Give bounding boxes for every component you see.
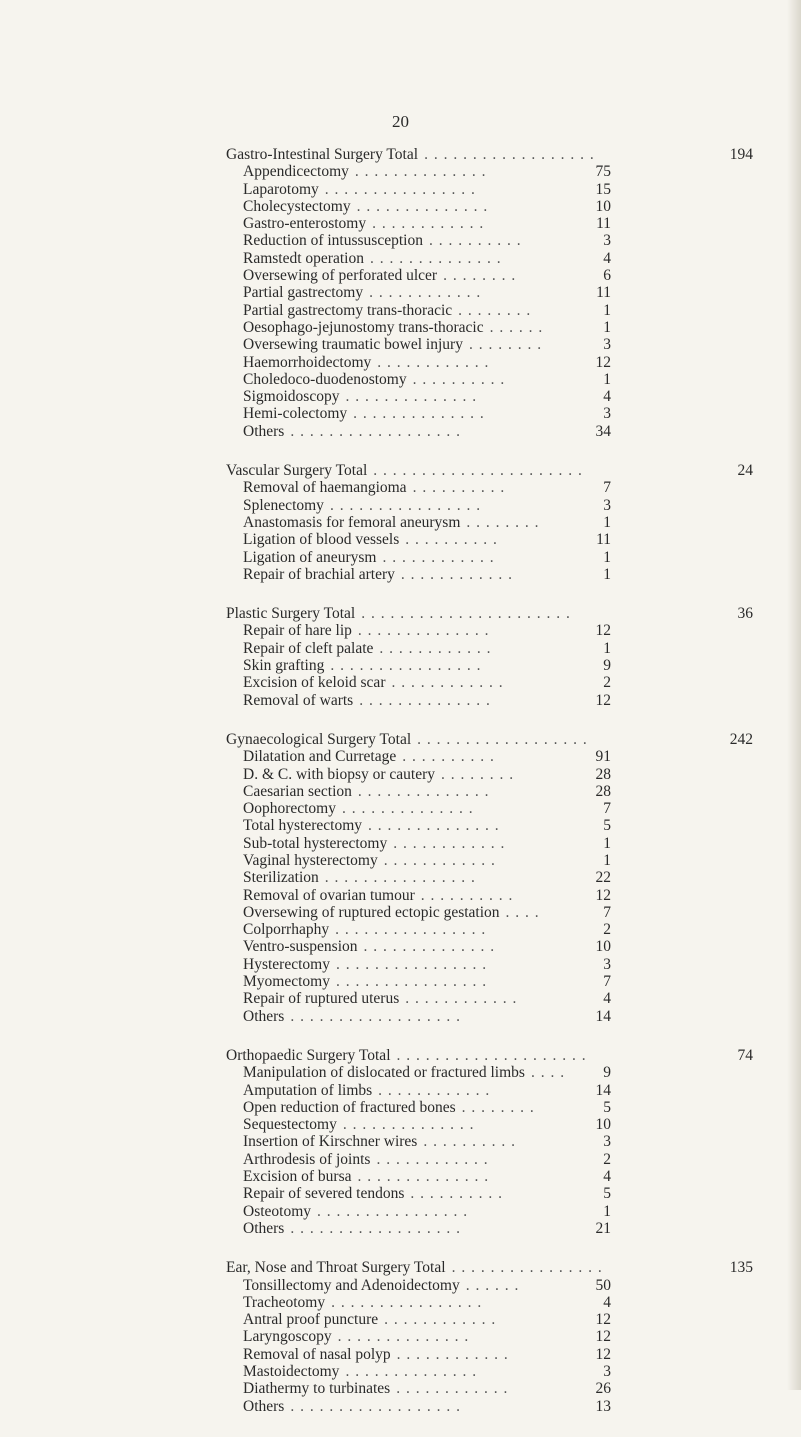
- section: [0, 462, 801, 583]
- section-total: 74: [737, 1046, 753, 1064]
- section-total: 194: [729, 146, 753, 163]
- operation-name: Laryngoscopy: [243, 1328, 332, 1346]
- table-row: [0, 267, 801, 284]
- operation-count: 12: [595, 691, 611, 709]
- table-row: [0, 284, 801, 301]
- table-row: [0, 817, 801, 834]
- operation-count: 10: [595, 197, 611, 215]
- dot-leader: . . . . . . . . . . . . . .: [357, 782, 490, 800]
- dot-leader: . . . . . . . . . . . . . . . .: [331, 1293, 483, 1311]
- table-row: [0, 1380, 801, 1397]
- table-row: [0, 904, 801, 921]
- table-row: [0, 371, 801, 388]
- table-row: [0, 566, 801, 583]
- dot-leader: . . . . . . . . . . . . . .: [353, 405, 485, 423]
- table-row: [0, 657, 801, 674]
- operation-name: Hysterectomy: [243, 955, 330, 973]
- operation-name: Oversewing of perforated ulcer: [243, 267, 438, 285]
- dot-leader: . . . . . . . .: [443, 267, 517, 285]
- dot-leader: . . . . . . . . . . . .: [379, 639, 492, 657]
- table-row: [0, 1363, 801, 1380]
- dot-leader: . . . . . . . . . . . . . . . .: [324, 180, 476, 198]
- table-row: [0, 1168, 801, 1185]
- dot-leader: . . . .: [530, 1064, 566, 1082]
- table-row: [0, 497, 801, 514]
- operation-name: Removal of nasal polyp: [243, 1345, 391, 1363]
- dot-leader: . . . . . . . . . . . . . .: [337, 1328, 470, 1346]
- operation-name: Partial gastrectomy: [243, 284, 364, 302]
- table-row: [0, 198, 801, 215]
- table-row: [0, 990, 801, 1007]
- operation-name: Oversewing traumatic bowel injury: [243, 336, 463, 354]
- table-row: [0, 766, 801, 783]
- operation-name: Gastro-enterostomy: [243, 215, 367, 233]
- operation-count: 1: [603, 565, 611, 583]
- dot-leader: . . . . . . . . . . . .: [391, 674, 504, 692]
- operation-count: 1: [603, 370, 611, 388]
- table-row: [0, 869, 801, 886]
- operation-name: Cholecystectomy: [243, 197, 351, 215]
- operation-name: Antral proof puncture: [243, 1311, 379, 1329]
- table-row: [0, 835, 801, 852]
- operation-count: 5: [603, 817, 611, 835]
- dot-leader: . . . . . . . . . . . . . .: [341, 800, 474, 818]
- dot-leader: . . . . . . . . . . . . . . . . . .: [417, 730, 588, 748]
- dot-leader: . . . . . . . . . . . . . .: [342, 1116, 475, 1134]
- dot-leader: . . . . . . . . . . . .: [377, 353, 490, 371]
- operation-count: 4: [603, 990, 611, 1008]
- operation-name: Arthrodesis of joints: [243, 1150, 371, 1168]
- table-row: [0, 692, 801, 709]
- operation-name: Sequestectomy: [243, 1116, 337, 1134]
- section-heading-row: [0, 462, 801, 479]
- dot-leader: . . . . . . . . . . . . . .: [357, 622, 490, 640]
- operation-name: Osteotomy: [243, 1202, 312, 1220]
- table-row: [0, 1116, 801, 1133]
- operation-count: 10: [595, 1116, 611, 1134]
- operations-list: [0, 146, 801, 1437]
- table-row: [0, 1203, 801, 1220]
- table-row: [0, 1346, 801, 1363]
- operation-count: 6: [603, 267, 611, 285]
- dot-leader: . . . . . . . . . . . .: [376, 1150, 489, 1168]
- operation-count: 7: [603, 903, 611, 921]
- dot-leader: . . . . . . . . . . . . . . . . . .: [290, 1397, 461, 1415]
- page-edge-shadow: [787, 0, 801, 1390]
- operation-name: Repair of ruptured uterus: [243, 990, 400, 1008]
- operation-name: Colporrhaphy: [243, 921, 330, 939]
- operation-count: 5: [603, 1098, 611, 1116]
- operation-count: 22: [595, 869, 611, 887]
- operation-count: 12: [595, 622, 611, 640]
- section-heading-row: [0, 146, 801, 163]
- dot-leader: . . . . . . . . . . . .: [382, 548, 495, 566]
- operation-name: Ligation of aneurysm: [243, 548, 377, 566]
- dot-leader: . . . . . . . . . . . . . . . . . . . . . .: [361, 605, 571, 623]
- operation-count: 12: [595, 886, 611, 904]
- operation-name: Excision of keloid scar: [243, 674, 386, 692]
- dot-leader: . . . . . . . . . . . . . . . . . . . .: [396, 1046, 587, 1064]
- operation-count: 1: [603, 318, 611, 336]
- dot-leader: . . . . . . . . . . . . . . . .: [335, 973, 488, 991]
- dot-leader: . . . . . . . . . .: [402, 748, 495, 766]
- dot-leader: . . . . . . . .: [468, 336, 543, 354]
- dot-leader: . . . . . .: [489, 318, 544, 336]
- dot-leader: . . . . . . . . . .: [410, 1185, 504, 1203]
- table-row: [0, 921, 801, 938]
- section: [0, 146, 801, 440]
- operation-count: 7: [603, 479, 611, 497]
- section-heading-row: [0, 605, 801, 622]
- dot-leader: . . . . . . . . . .: [420, 886, 514, 904]
- operation-name: Oophorectomy: [243, 800, 336, 818]
- dot-leader: . . . . . . . . . . . .: [393, 834, 506, 852]
- dot-leader: . . . . . . . . . . . . . . . . . .: [290, 1007, 461, 1025]
- operation-count: 2: [603, 674, 611, 692]
- table-row: [0, 887, 801, 904]
- operation-name: Repair of brachial artery: [243, 565, 395, 583]
- operation-count: 2: [603, 921, 611, 939]
- operation-name: Others: [243, 1219, 285, 1237]
- operation-count: 12: [595, 1328, 611, 1346]
- table-row: [0, 354, 801, 371]
- operation-name: Myomectomy: [243, 973, 330, 991]
- operation-count: 3: [603, 405, 611, 423]
- operation-name: Removal of haemangioma: [243, 479, 407, 497]
- operation-name: Vaginal hysterectomy: [243, 851, 378, 869]
- operation-name: Excision of bursa: [243, 1168, 352, 1186]
- operation-name: Sigmoidoscopy: [243, 388, 340, 406]
- table-row: [0, 1008, 801, 1025]
- table-row: [0, 1311, 801, 1328]
- operation-count: 9: [603, 1064, 611, 1082]
- table-row: [0, 956, 801, 973]
- operation-count: 1: [603, 513, 611, 531]
- dot-leader: . . . . . . . . . . . . . .: [356, 197, 489, 215]
- table-row: [0, 1082, 801, 1099]
- operation-count: 12: [595, 353, 611, 371]
- operation-count: 9: [603, 657, 611, 675]
- operation-count: 11: [596, 215, 611, 233]
- dot-leader: . . . . . . . . . . . . . .: [357, 1168, 490, 1186]
- dot-leader: . . . . . . . . . . . . . .: [369, 249, 502, 267]
- operation-name: Sterilization: [243, 869, 319, 887]
- operation-count: 11: [596, 284, 611, 302]
- section-title: Plastic Surgery Total: [226, 605, 356, 623]
- dot-leader: . . . . . . . .: [466, 513, 540, 531]
- operation-name: Open reduction of fractured bones: [243, 1098, 456, 1116]
- table-row: [0, 1064, 801, 1081]
- operation-count: 75: [595, 163, 611, 181]
- section-total: 36: [737, 605, 753, 623]
- operation-name: Others: [243, 1007, 285, 1025]
- operation-count: 1: [603, 1202, 611, 1220]
- dot-leader: . . . . . . . . . . . . . . . .: [335, 921, 487, 939]
- operation-name: Caesarian section: [243, 782, 352, 800]
- operation-count: 3: [603, 232, 611, 250]
- operation-count: 12: [595, 1345, 611, 1363]
- operation-name: Total hysterectomy: [243, 817, 363, 835]
- operation-name: Diathermy to turbinates: [243, 1380, 391, 1398]
- table-row: [0, 250, 801, 267]
- table-row: [0, 388, 801, 405]
- table-row: [0, 1133, 801, 1150]
- dot-leader: . . . . . . . . . . . .: [405, 990, 518, 1008]
- operation-name: Tracheotomy: [243, 1293, 326, 1311]
- dot-leader: . . . . . . . . . . . . . .: [345, 1363, 478, 1380]
- operation-count: 13: [595, 1397, 611, 1415]
- dot-leader: . . . . . . . .: [441, 765, 515, 783]
- table-row: [0, 232, 801, 249]
- table-row: [0, 531, 801, 548]
- dot-leader: . . . . . . . . . . . . . . . .: [329, 496, 482, 514]
- operation-count: 4: [603, 249, 611, 267]
- operation-count: 34: [595, 422, 611, 440]
- section-title: Gynaecological Surgery Total: [226, 730, 412, 748]
- section-title: Ear, Nose and Throat Surgery Total: [226, 1259, 446, 1277]
- table-row: [0, 514, 801, 531]
- operation-name: Oversewing of ruptured ectopic gestation: [243, 903, 500, 921]
- dot-leader: . . . . . . . . . . . . . . . .: [451, 1259, 603, 1277]
- dot-leader: . . . . . . . . . . . .: [369, 284, 482, 302]
- section-heading-row: [0, 1047, 801, 1064]
- operation-count: 1: [603, 851, 611, 869]
- table-row: [0, 215, 801, 232]
- operation-count: 4: [603, 1293, 611, 1311]
- operation-count: 3: [603, 496, 611, 514]
- operation-count: 3: [603, 336, 611, 354]
- operation-name: Reduction of intussusception: [243, 232, 423, 250]
- operation-count: 2: [603, 1150, 611, 1168]
- table-row: [0, 319, 801, 336]
- table-row: [0, 622, 801, 639]
- operation-count: 3: [603, 1133, 611, 1151]
- operation-name: Mastoidectomy: [243, 1363, 340, 1380]
- dot-leader: . . . . . . . . . . . . . . . . . .: [290, 1219, 461, 1237]
- section-heading-row: [0, 731, 801, 748]
- dot-leader: . . . . . . . . . .: [428, 232, 522, 250]
- dot-leader: . . . . . . . . . . . .: [400, 565, 514, 583]
- table-row: [0, 1277, 801, 1294]
- table-row: [0, 302, 801, 319]
- section-total: 242: [729, 730, 753, 748]
- operation-count: 26: [595, 1380, 611, 1398]
- operation-count: 14: [595, 1081, 611, 1099]
- operation-name: Dilatation and Curretage: [243, 748, 397, 766]
- dot-leader: . . . . . . . . . . . .: [378, 1081, 491, 1099]
- table-row: [0, 405, 801, 422]
- table-row: [0, 800, 801, 817]
- operation-name: Ventro-suspension: [243, 938, 358, 956]
- section-total: 24: [737, 462, 753, 480]
- operation-name: Repair of cleft palate: [243, 639, 374, 657]
- operation-count: 12: [595, 1311, 611, 1329]
- section: [0, 1047, 801, 1237]
- operation-name: Partial gastrectomy trans-thoracic: [243, 301, 453, 319]
- table-row: [0, 549, 801, 566]
- operation-name: Haemorrhoidectomy: [243, 353, 372, 371]
- table-row: [0, 938, 801, 955]
- table-row: [0, 1220, 801, 1237]
- table-row: [0, 423, 801, 440]
- table-row: [0, 479, 801, 496]
- operation-count: 14: [595, 1007, 611, 1025]
- dot-leader: . . . . . . . . . . . . . .: [368, 817, 500, 835]
- table-row: [0, 1328, 801, 1345]
- operation-name: Insertion of Kirschner wires: [243, 1133, 418, 1151]
- operation-name: Choledoco-duodenostomy: [243, 370, 407, 388]
- operation-count: 50: [595, 1276, 611, 1294]
- dot-leader: . . . . . .: [465, 1276, 520, 1294]
- table-row: [0, 336, 801, 353]
- table-row: [0, 163, 801, 180]
- operation-count: 3: [603, 1363, 611, 1380]
- dot-leader: . . . . . . . .: [461, 1098, 535, 1116]
- operation-name: Splenectomy: [243, 496, 324, 514]
- operation-count: 15: [595, 180, 611, 198]
- operation-count: 28: [595, 765, 611, 783]
- dot-leader: . . . . . . . . . . . .: [383, 851, 496, 869]
- operation-count: 91: [595, 748, 611, 766]
- dot-leader: . . . . . . . . . . . . . .: [354, 163, 487, 181]
- dot-leader: . . . . . . . . . .: [412, 479, 506, 497]
- dot-leader: . . . . . . . . . . . . . . . . . .: [290, 422, 461, 440]
- operation-name: Tonsillectomy and Adenoidectomy: [243, 1276, 460, 1294]
- dot-leader: . . . . . . . . . . . .: [396, 1380, 509, 1398]
- operation-name: Sub-total hysterectomy: [243, 834, 388, 852]
- dot-leader: . . . . . . . . . . . . . . . .: [317, 1202, 469, 1220]
- operation-count: 7: [603, 800, 611, 818]
- operation-count: 4: [603, 388, 611, 406]
- dot-leader: . . . . . . . . . . . . . .: [345, 388, 478, 406]
- operation-name: Oesophago-jejunostomy trans-thoracic: [243, 318, 484, 336]
- operation-name: Removal of warts: [243, 691, 354, 709]
- operation-count: 1: [603, 301, 611, 319]
- operation-name: Others: [243, 422, 285, 440]
- table-row: [0, 748, 801, 765]
- section: [0, 1259, 801, 1415]
- operation-name: Others: [243, 1397, 285, 1415]
- dot-leader: . . . . . . . . . . . . . .: [359, 691, 491, 709]
- table-row: [0, 1099, 801, 1116]
- table-row: [0, 1151, 801, 1168]
- operation-name: Repair of hare lip: [243, 622, 352, 640]
- section-title: Vascular Surgery Total: [226, 462, 368, 480]
- table-row: [0, 1294, 801, 1311]
- operation-count: 28: [595, 782, 611, 800]
- operation-count: 5: [603, 1185, 611, 1203]
- operation-count: 1: [603, 834, 611, 852]
- dot-leader: . . . . . . . . . .: [423, 1133, 516, 1151]
- table-row: [0, 852, 801, 869]
- operation-name: Ramstedt operation: [243, 249, 364, 267]
- dot-leader: . . . . . . . . . . . . . . . . . . . . . .: [373, 462, 583, 480]
- dot-leader: . . . . . . . . . .: [405, 531, 498, 549]
- operation-name: Hemi-colectomy: [243, 405, 348, 423]
- dot-leader: . . . . . . . . . .: [412, 370, 506, 388]
- page-number: 20: [392, 112, 409, 131]
- table-row: [0, 973, 801, 990]
- dot-leader: . . . . . . . . . . . . . . . .: [330, 657, 482, 675]
- operation-count: 11: [596, 531, 611, 549]
- operation-name: D. & C. with biopsy or cautery: [243, 765, 436, 783]
- section-title: Gastro-Intestinal Surgery Total: [226, 146, 419, 163]
- section-heading-row: [0, 1259, 801, 1276]
- table-row: [0, 181, 801, 198]
- operation-name: Anastomasis for femoral aneurysm: [243, 513, 461, 531]
- table-row: [0, 783, 801, 800]
- operation-count: 3: [603, 955, 611, 973]
- table-row: [0, 674, 801, 691]
- operation-count: 7: [603, 973, 611, 991]
- operation-name: Removal of ovarian tumour: [243, 886, 415, 904]
- operation-count: 1: [603, 548, 611, 566]
- table-row: [0, 640, 801, 657]
- dot-leader: . . . . . . . .: [458, 301, 532, 319]
- table-row: [0, 1398, 801, 1415]
- dot-leader: . . . . . . . . . . . . . . . .: [335, 955, 488, 973]
- operation-name: Ligation of blood vessels: [243, 531, 400, 549]
- operation-name: Amputation of limbs: [243, 1081, 373, 1099]
- operation-count: 1: [603, 639, 611, 657]
- operation-name: Repair of severed tendons: [243, 1185, 405, 1203]
- dot-leader: . . . . . . . . . . . .: [372, 215, 485, 233]
- operation-name: Skin grafting: [243, 657, 325, 675]
- section-title: Orthopaedic Surgery Total: [226, 1046, 391, 1064]
- dot-leader: . . . . . . . . . . . . . . . .: [324, 869, 476, 887]
- operation-name: Appendicectomy: [243, 163, 349, 181]
- dot-leader: . . . . . . . . . . . .: [396, 1345, 509, 1363]
- section: [0, 731, 801, 1025]
- operation-count: 21: [595, 1219, 611, 1237]
- operation-count: 4: [603, 1168, 611, 1186]
- section-total: 135: [729, 1259, 753, 1277]
- dot-leader: . . . . . . . . . . . . . .: [363, 938, 496, 956]
- dot-leader: . . . . . . . . . . . .: [384, 1311, 497, 1329]
- operation-name: Manipulation of dislocated or fractured limbs: [243, 1064, 525, 1082]
- operation-count: 10: [595, 938, 611, 956]
- table-row: [0, 1185, 801, 1202]
- dot-leader: . . . . . . . . . . . . . . . . . .: [424, 146, 595, 163]
- operation-name: Laparotomy: [243, 180, 319, 198]
- dot-leader: . . . .: [505, 903, 540, 921]
- section: [0, 605, 801, 709]
